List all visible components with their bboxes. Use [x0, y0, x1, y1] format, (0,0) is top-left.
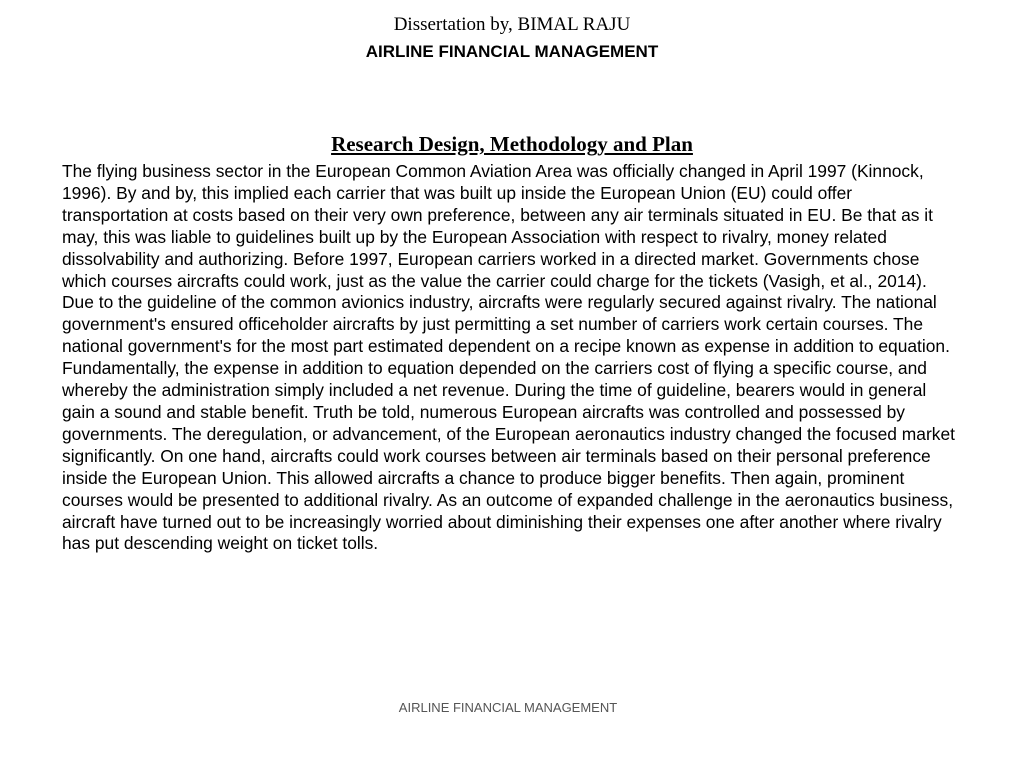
footer-title: AIRLINE FINANCIAL MANAGEMENT	[398, 700, 618, 715]
document-title: AIRLINE FINANCIAL MANAGEMENT	[365, 42, 659, 61]
section-body-paragraph: The flying business sector in the European Common Aviation Area was officially changed in April 1997 (Kinnock, 1996). By and by, this implied each carrier that was built up inside the European Union (EU) could offer transportation at costs based on their very own preference, between any air terminals situated in EU. Be that as it may, this was liable to guidelines built up by the European Association with respect to rivalry, money related dissolvability and authorizing. Before 1997, European carriers worked in a directed market. Governments chose which courses aircrafts could work, just as the value the carrier could charge for the tickets (Vasigh, et al., 2014). Due to the guideline of the common avionics industry, aircrafts were regularly secured against rivalry. The national government's ensured officeholder aircrafts by just permitting a set number of carriers work certain courses. The national government's for the most part estimated dependent on a recipe known as expense in addition to equation. Fundamentally, the expense in addition to equation depended on the carriers cost of flying a specific course, and whereby the administration simply included a net revenue. During the time of guideline, bearers would in general gain a sound and stable benefit. Truth be told, numerous European aircrafts was controlled and possessed by governments. The deregulation, or advancement, of the European aeronautics industry changed the focused market significantly. On one hand, aircrafts could work courses between air terminals based on their personal preference inside the European Union. This allowed aircrafts a chance to produce bigger benefits. Then again, prominent courses would be presented to additional rivalry. As an outcome of expanded challenge in the aeronautics business, aircraft have turned out to be increasingly worried about diminishing their expenses one after another where rivalry has put descending weight on ticket tolls.	[62, 161, 955, 554]
section-heading: Research Design, Methodology and Plan	[331, 132, 693, 156]
dissertation-author-line: Dissertation by, BIMAL RAJU	[393, 14, 631, 35]
